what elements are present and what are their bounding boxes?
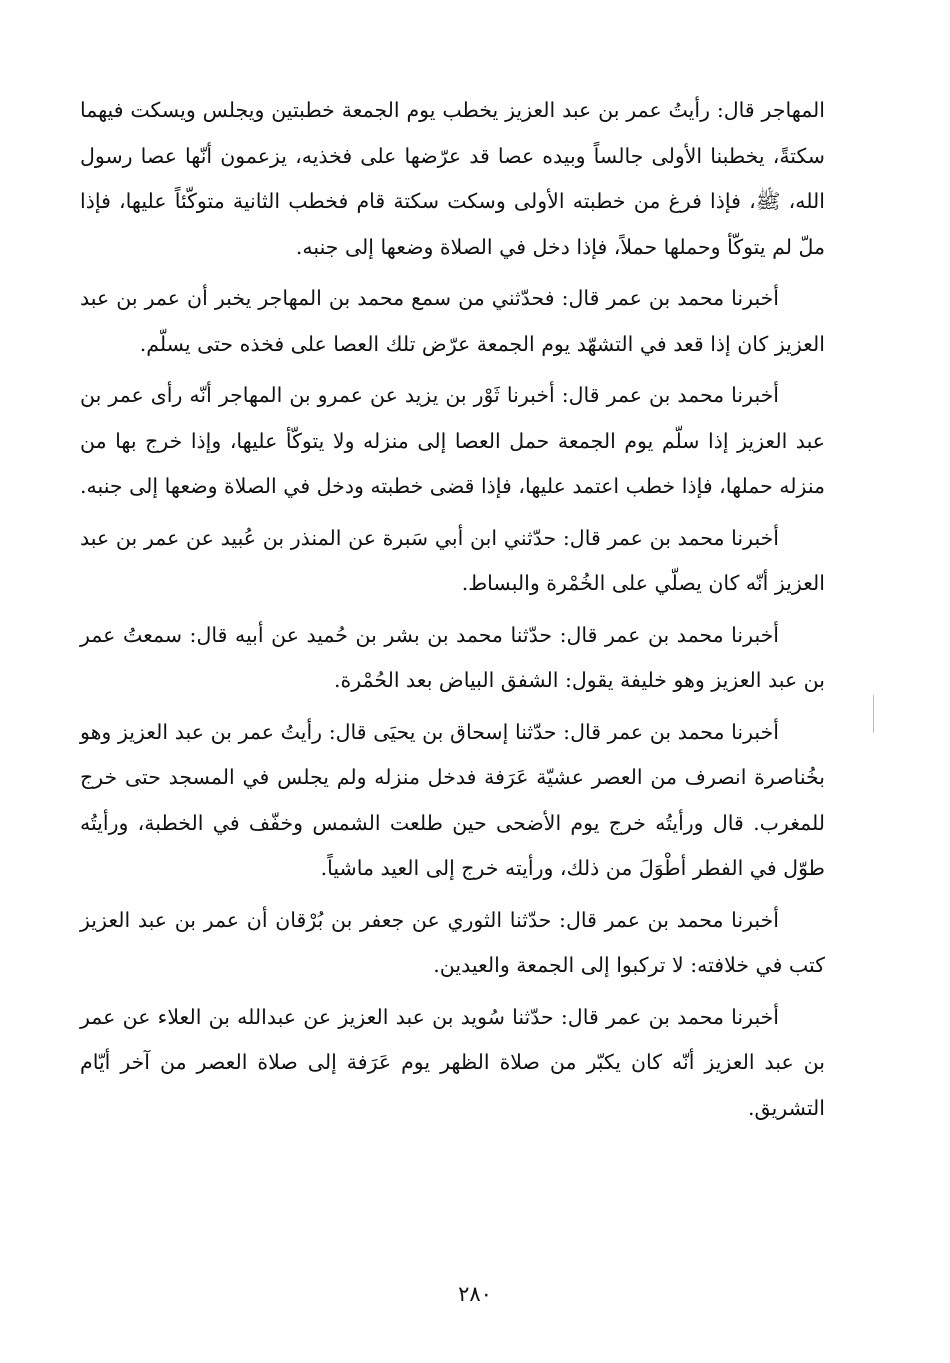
paragraph: أخبرنا محمد بن عمر قال: حدّثنا إسحاق بن يحيَى قال: رأيتُ عمر بن عبد العزيز وهو بخُناصرة انصرف من العصر عشيّة عَرَفة فدخل منزله ولم يجلس في المسجد حتى خرج للمغرب. قال ورأيتُه خرج يوم الأضحى حين طلعت الشمس وخفّف في الخطبة، ورأيتُه طوّل في الفطر أطْوَلَ من ذلك، ورأيته خرج إلى العيد ماشياً.	[80, 719, 825, 880]
scan-edge-mark	[873, 695, 874, 733]
paragraph: أخبرنا محمد بن عمر قال: حدّثنا الثوري عن جعفر بن بُرْقان أن عمر بن عبد العزيز كتب في خلافته: لا تركبوا إلى الجمعة والعيدين.	[80, 907, 825, 977]
paragraph: أخبرنا محمد بن عمر قال: فحدّثني من سمع محمد بن المهاجر يخبر أن عمر بن عبد العزيز كان إذا قعد في التشهّد يوم الجمعة عرّض تلك العصا على فخذه حتى يسلّم.	[80, 286, 825, 356]
paragraph: أخبرنا محمد بن عمر قال: أخبرنا ثَوْر بن يزيد عن عمرو بن المهاجر أنّه رأى عمر بن عبد العزيز إذا سلّم يوم الجمعة حمل العصا إلى منزله ولا يتوكّأ عليها، وإذا خرج بها من منزله حملها، فإذا خطب اعتمد عليها، فإذا قضى خطبته ودخل في الصلاة وضعها إلى جنبه.	[80, 383, 825, 498]
page-body	[80, 88, 825, 1137]
page-number: ٢٨٠	[458, 1282, 492, 1306]
paragraph: أخبرنا محمد بن عمر قال: حدّثنا محمد بن بشر بن حُميد عن أبيه قال: سمعتُ عمر بن عبد العزيز وهو خليفة يقول: الشفق البياض بعد الحُمْرة.	[80, 622, 825, 692]
paragraph: أخبرنا محمد بن عمر قال: حدّثنا سُويد بن عبد العزيز عن عبدالله بن العلاء عن عمر بن عبد العزيز أنّه كان يكبّر من صلاة الظهر يوم عَرَفة إلى صلاة العصر من آخر أيّام التشريق.	[80, 1004, 825, 1120]
paragraph-continuation: المهاجر قال: رأيتُ عمر بن عبد العزيز يخطب يوم الجمعة خطبتين ويجلس ويسكت فيهما سكتةً، يخطبنا الأولى جالساً وبيده عصا قد عرّضها على فخذيه، يزعمون أنّها عصا رسول الله، ﷺ، فإذا فرغ من خطبته الأولى وسكت سكتة قام فخطب الثانية متوكّئاً عليها، فإذا ملّ لم يتوكّأ وحملها حملاً، فإذا دخل في الصلاة وضعها إلى جنبه.	[80, 98, 825, 259]
paragraph: أخبرنا محمد بن عمر قال: حدّثني ابن أبي سَبرة عن المنذر بن عُبيد عن عمر بن عبد العزيز أنّه كان يصلّي على الخُمْرة والبساط.	[80, 525, 825, 595]
